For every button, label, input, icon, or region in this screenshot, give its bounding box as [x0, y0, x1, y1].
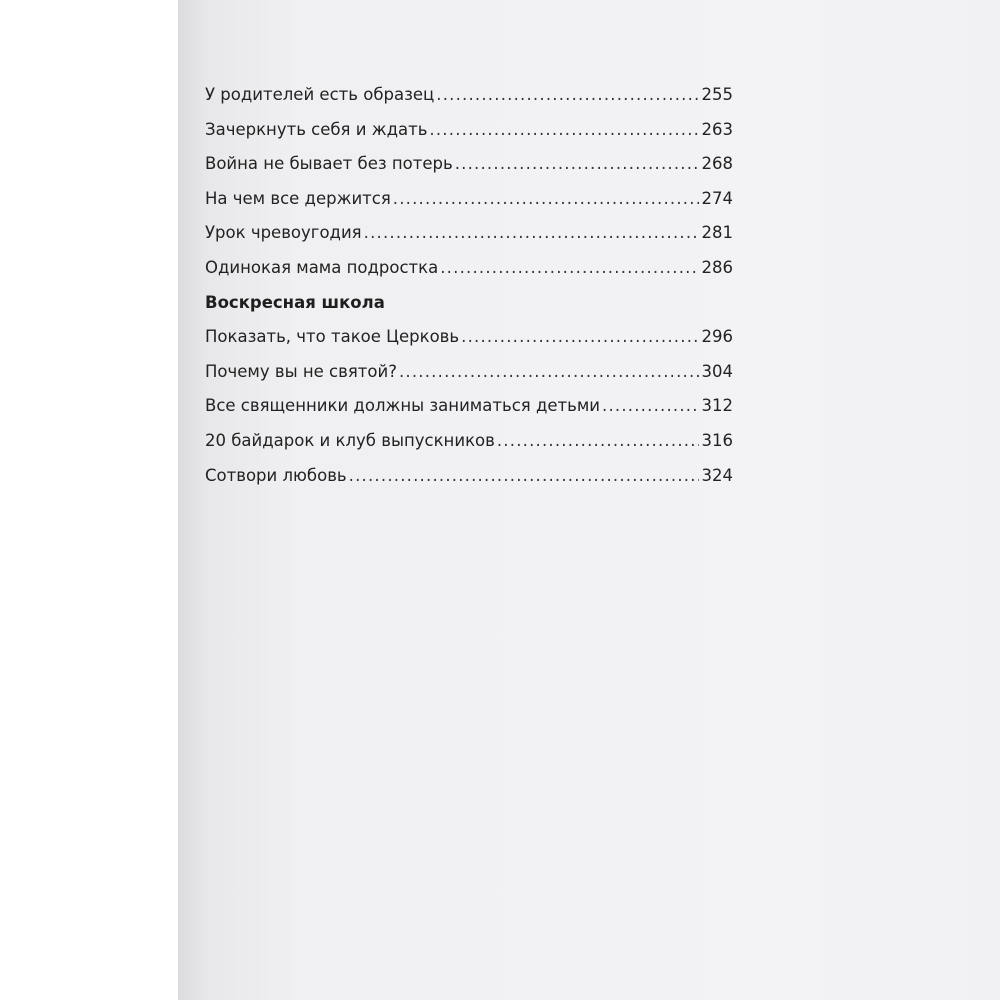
- toc-section-heading: Воскресная школа: [205, 292, 385, 312]
- toc-dot-leader: [429, 113, 698, 148]
- toc-entry-page: 324: [701, 465, 733, 485]
- toc-entry-title: Все священники должны заниматься детьми: [205, 396, 601, 416]
- toc-entry-page: 312: [701, 396, 733, 416]
- toc-entry-page: 296: [701, 327, 733, 347]
- toc-dot-leader: [436, 78, 698, 113]
- toc-entry-title: У родителей есть образец: [205, 85, 435, 104]
- toc-entry-title: Зачеркнуть себя и ждать: [205, 119, 428, 139]
- toc-dot-leader: [461, 320, 698, 355]
- toc-entry: [205, 182, 733, 217]
- toc-entry-title: Показать, что такое Церковь: [205, 327, 460, 347]
- toc-entry: [205, 113, 733, 148]
- table-of-contents: [205, 78, 733, 493]
- toc-entry-title: Урок чревоугодия: [205, 223, 362, 243]
- toc-entry: [205, 355, 733, 390]
- toc-entry: [205, 320, 733, 355]
- toc-entry-page: 268: [701, 154, 733, 174]
- toc-entry-page: 281: [701, 223, 733, 243]
- toc-dot-leader: [602, 389, 698, 424]
- toc-entry: [205, 389, 733, 424]
- toc-dot-leader: [349, 459, 699, 494]
- toc-entry: [205, 424, 733, 459]
- toc-entry-title: Сотвори любовь: [205, 465, 347, 485]
- toc-entry-page: 263: [701, 119, 733, 139]
- toc-dot-leader: [440, 251, 698, 286]
- toc-entry: [205, 251, 733, 286]
- toc-entry-title: На чем все держится: [205, 188, 391, 208]
- toc-entry-title: Почему вы не святой?: [205, 361, 397, 381]
- toc-entry-title: Война не бывает без потерь: [205, 154, 453, 174]
- toc-entry-title: 20 байдарок и клуб выпускников: [205, 430, 495, 450]
- toc-entry: [205, 147, 733, 182]
- toc-entry: [205, 78, 733, 113]
- toc-entry-page: 255: [701, 85, 733, 104]
- toc-dot-leader: [497, 424, 699, 459]
- toc-dot-leader: [455, 147, 699, 182]
- toc-entry-title: Одинокая мама подростка: [205, 257, 439, 277]
- toc-dot-leader: [399, 355, 699, 390]
- toc-dot-leader: [393, 182, 699, 217]
- toc-entry-page: 304: [701, 361, 733, 381]
- toc-entry: [205, 459, 733, 494]
- toc-entry: [205, 216, 733, 251]
- toc-entry-page: 286: [701, 257, 733, 277]
- toc-entry-page: 274: [701, 188, 733, 208]
- toc-dot-leader: [364, 216, 699, 251]
- toc-entry-page: 316: [701, 430, 733, 450]
